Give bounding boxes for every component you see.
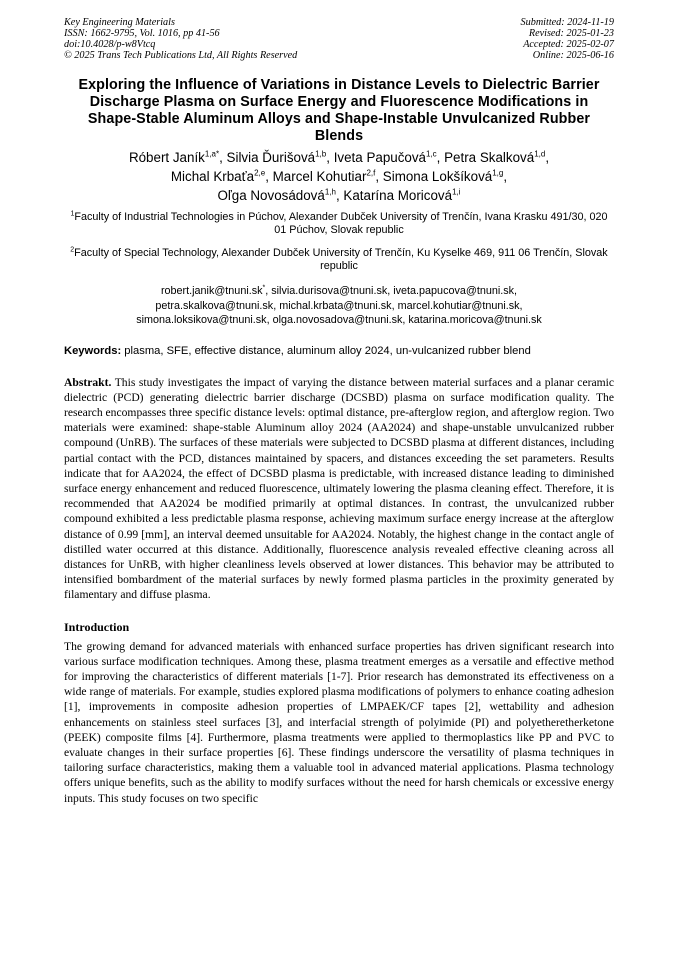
affiliation-text: Faculty of Special Technology, Alexander Dubček University of Trenčín, Ku Kyselke 469, 911 06 Trenčín, Slovak republic [74,247,608,272]
section-heading-introduction: Introduction [64,619,130,634]
paper-title: Exploring the Influence of Variations in Distance Levels to Dielectric Barrier Discharge Plasma on Surface Energy and Fluorescence Modifications in Shape-Stable Aluminum Alloys and Shape-Instable Unvulcanized Rubber Blends [78,77,600,144]
abstract-label: Abstrakt. [64,375,112,389]
journal-info [64,17,297,61]
author-affiliation-mark: 1,b [315,149,327,159]
email-link[interactable]: robert.janik@tnuni.sk [160,285,263,297]
keywords-label: Keywords: [64,344,122,357]
author-affiliation-mark: 2,e [254,168,266,178]
author-affiliation-mark: 1,g [492,168,504,178]
email-link[interactable]: simona.loksikova@tnuni.sk, olga.novosadova@tnuni.sk, katarina.moricova@tnuni.sk [136,314,542,326]
author-name: Katarína Moricová [343,188,453,203]
journal-name: Key Engineering Materials [64,17,175,28]
author-affiliation-mark: 1,d [534,149,546,159]
date-online: Online: 2025-06-16 [532,50,614,61]
keywords-text: plasma, SFE, effective distance, aluminum alloy 2024, un-vulcanized rubber blend [121,344,531,357]
journal-issn: ISSN: 1662-9795, Vol. 1016, pp 41-56 [64,28,220,39]
affiliation-mark: 1 [70,210,75,218]
email-link[interactable]: , silvia.durisova@tnuni.sk, iveta.papucova@tnuni.sk, [265,285,518,297]
author-name: Simona Lokšíková [382,169,493,184]
affiliation-mark: 2 [70,246,75,254]
author-emails [64,284,614,328]
journal-header [64,17,614,61]
author-affiliation-mark: 1,h [324,187,336,197]
abstract [64,375,614,603]
abstract-text: This study investigates the impact of varying the distance between material surfaces and a planar ceramic dielectric (PCD) generating dielectric barrier discharge (DCSBD) plasma on surface modification quality. The research encompasses three specific distance levels: optimal distance, pre-afterglow region, and afterglow region. Two materials were examined: shape-stable Aluminum alloy 2024 (AA2024) and shape-unstable unvulcanized rubber compound (UnRB). The surfaces of these materials were subjected to DCSBD plasma at different distances, including partial contact with the PCD, distances maintained by spacers, and distances exceeding the set parameters. Results indicate that for AA2024, the effect of DCSBD plasma is predictable, with increased distance leading to diminished surface energy enhancement and reduced fluorescence, ultimately lowering the plasma cleaning effect. Therefore, it is recommended that AA2024 be modified primarily at optimal distances. In contrast, the unvulcanized rubber compound exhibited a less predictable plasma response, achieving maximum surface energy increase at the afterglow distance of 0.99 [mm], an interval deemed unsuitable for AA2024. Notably, the highest change in the contact angle of distilled water occurred at this distance. Additionally, fluorescence analysis revealed effective cleaning across all distances for UnRB, with higher cleanliness levels observed at lower distances. This behavior may be attributed to intensified bombardment of the material surfaces by newly formed plasma particles in the proximity generated by filamentary and diffuse plasma. [64,375,614,602]
journal-doi[interactable]: doi:10.4028/p-w8Vtcq [64,39,156,50]
author-name: Oľga Novosádová [217,188,325,203]
author-name: Marcel Kohutiar [272,169,367,184]
author-name: Silvia Ďurišová [226,150,316,165]
affiliation-1 [64,211,614,237]
date-submitted: Submitted: 2024-11-19 [520,17,614,28]
author-affiliation-mark: 1,i [452,187,461,197]
date-revised: Revised: 2025-01-23 [528,28,614,39]
author-name: Michal Krbaťa [170,169,255,184]
journal-copyright: © 2025 Trans Tech Publications Ltd, All Rights Reserved [64,50,298,61]
author-name: Róbert Janík [128,150,205,165]
keywords [64,344,614,358]
date-accepted: Accepted: 2025-02-07 [523,39,614,50]
affiliation-text: Faculty of Industrial Technologies in Púchov, Alexander Dubček University of Trenčín, Ivana Krasku 491/30, 020 01 Púchov, Slovak republic [74,211,608,236]
author-name: Iveta Papučová [333,150,426,165]
affiliation-2 [64,247,614,273]
introduction-text: The growing demand for advanced materials with enhanced surface properties has driven significant research into various surface modification techniques. Among these, plasma treatment emerges as a versatile and effective method for improving the characteristics of different materials [1-7]. Prior research has demonstrated its effectiveness on a wide range of materials. For example, studies explored plasma modifications of polymers to enhance coating adhesion [1], improvements in composite adhesion properties of LMPAEK/CF tapes [2], wettability and adhesion enhancements on stainless steel surfaces [3], and interfacial strength of polyimide (PI) and polyetheretherketone (PEEK) composite films [4]. Furthermore, plasma treatments were applied to thermoplastics like PP and PVC to evaluate changes in their surface properties [6]. These findings underscore the versatility of plasma techniques in tailoring surface characteristics, making them a valuable tool in advanced material applications. Plasma technology offers unique benefits, such as the ability to modify surfaces without the need for harsh chemicals or excessive energy inputs. This study focuses on two specific [64,639,614,805]
author-name: Petra Skalková [444,150,535,165]
author-list: Róbert Janík$^{1,a*}$, Silvia Ďurišová$^{1,b}$, Iveta Papučová$^{1,c}$, Petra Skalková$^{1,d}$, Michal Krbaťa$^{2,e}$, Marcel Kohutiar$^{2,f}$, Simona Lokšíková$^{1,g}$, Oľga Novosádová$^{1,h}$, Katarína Moricová$^{1,i}$ [128,149,550,203]
publication-dates [521,17,614,61]
corresponding-mark: * [262,284,266,292]
email-link[interactable]: petra.skalkova@tnuni.sk, michal.krbata@tnuni.sk, marcel.kohutiar@tnuni.sk, [155,299,523,312]
author-affiliation-mark: 1,a* [204,149,220,159]
author-affiliation-mark: 2,f [366,168,376,178]
author-affiliation-mark: 1,c [426,149,437,159]
